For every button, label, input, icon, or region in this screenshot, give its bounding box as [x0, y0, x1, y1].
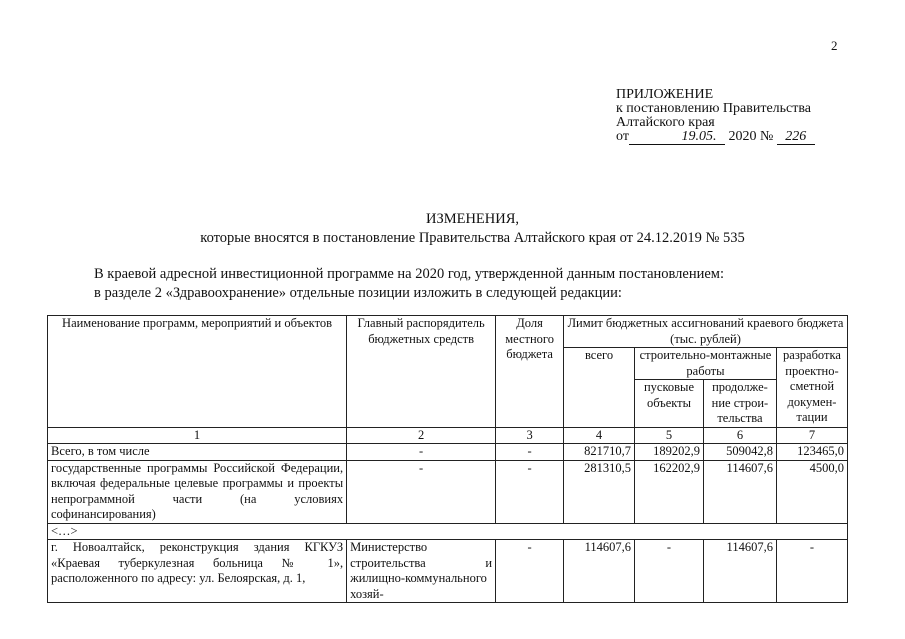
appendix-title: ПРИЛОЖЕНИЕ: [616, 87, 714, 102]
intro-text: [94, 265, 724, 303]
document-title: [0, 210, 905, 248]
header-startup: пусковые объекты: [635, 380, 704, 428]
header-construction: строительно-монтажные работы: [635, 348, 777, 380]
intro-line-1: В краевой адресной инвестиционной программе на 2020 год, утвержденной данным постановлением:: [94, 266, 725, 282]
appendix-date-line: [616, 130, 815, 145]
date-value: 19.05.: [681, 129, 717, 144]
row-local-share: -: [496, 460, 564, 523]
column-number: 1: [48, 427, 347, 444]
intro-line-2: в разделе 2 «Здравоохранение» отдельные позиции изложить в следующей редакции:: [94, 285, 622, 301]
title-subheading: которые вносятся в постановление Правительства Алтайского края от 24.12.2019 № 535: [200, 230, 745, 246]
ellipsis-row: [48, 523, 848, 540]
appendix-line-region: Алтайского края: [616, 115, 715, 130]
row-design: 123465,0: [776, 444, 847, 461]
row-total: 821710,7: [564, 444, 635, 461]
column-number: 2: [347, 427, 496, 444]
row-local-share: -: [496, 444, 564, 461]
column-numbers-row: [48, 427, 848, 444]
table-row: [48, 460, 848, 523]
table-row: [48, 540, 848, 603]
row-manager: -: [347, 460, 496, 523]
row-ongoing: 509042,8: [703, 444, 776, 461]
ellipsis-marker: <…>: [48, 523, 848, 540]
year-value: 2020: [728, 129, 757, 144]
number-sign: №: [759, 129, 774, 144]
row-design: 4500,0: [776, 460, 847, 523]
header-limit: Лимит бюджетных ассигнований краевого бюджета (тыс. рублей): [564, 316, 848, 348]
row-local-share: -: [496, 540, 564, 603]
appendix-header: [616, 88, 815, 145]
header-row: [48, 316, 848, 348]
investment-table: [47, 315, 848, 603]
date-prefix: от: [616, 129, 629, 144]
appendix-line-resolution: к постановлению Правительства: [616, 101, 812, 116]
row-total: 281310,5: [564, 460, 635, 523]
header-manager: Главный распорядитель бюджетных средств: [347, 316, 496, 428]
row-total: 114607,6: [564, 540, 635, 603]
page-number: 2: [831, 38, 838, 53]
row-ongoing: 114607,6: [703, 460, 776, 523]
column-number: 6: [703, 427, 776, 444]
row-manager: -: [347, 444, 496, 461]
header-design: разработка проектно-сметной докумен-тации: [776, 348, 847, 428]
table-row: [48, 444, 848, 461]
header-ongoing: продолже-ние строи-тельства: [703, 380, 776, 428]
row-name: Всего, в том числе: [48, 444, 347, 461]
row-startup: 189202,9: [635, 444, 704, 461]
number-value: 226: [785, 129, 807, 144]
title-heading: ИЗМЕНЕНИЯ,: [425, 211, 520, 227]
row-manager: Министерство строительства и жилищно-коммунального хозяй-: [347, 540, 496, 603]
column-number: 7: [776, 427, 847, 444]
header-local-share: Доля местного бюджета: [496, 316, 564, 428]
column-number: 3: [496, 427, 564, 444]
header-name: Наименование программ, мероприятий и объектов: [48, 316, 347, 428]
row-name: государственные программы Российской Федерации, включая федеральные целевые программы и проекты непрограммной части (на условиях софинансирования): [48, 460, 347, 523]
row-design: -: [776, 540, 847, 603]
row-startup: 162202,9: [635, 460, 704, 523]
date-field: [629, 130, 725, 145]
header-total: всего: [564, 348, 635, 428]
column-number: 5: [635, 427, 704, 444]
number-field: [777, 130, 815, 145]
row-startup: -: [635, 540, 704, 603]
column-number: 4: [564, 427, 635, 444]
row-ongoing: 114607,6: [703, 540, 776, 603]
row-name: г. Новоалтайск, реконструкция здания КГКУЗ «Краевая туберкулезная больница № 1», расположенного по адресу: ул. Белоярская, д. 1,: [48, 540, 347, 603]
